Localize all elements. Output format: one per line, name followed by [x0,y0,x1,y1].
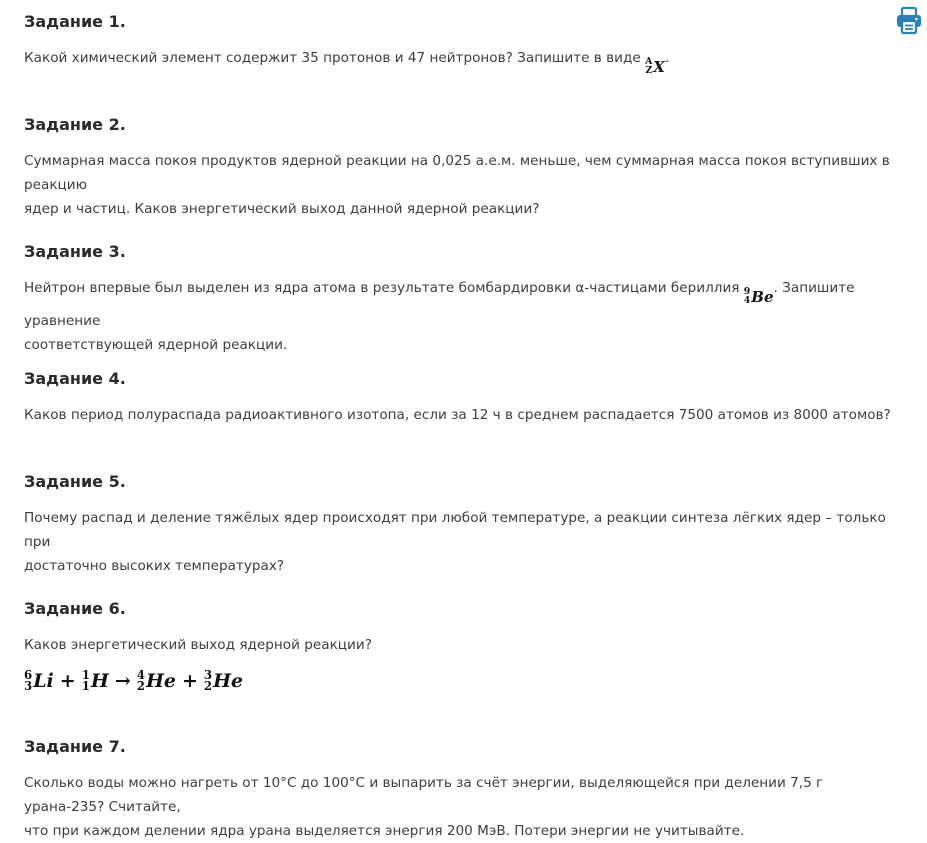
atomic-number: 2 [136,679,145,693]
plus-sign: + [181,670,198,692]
plus-sign: + [59,670,76,692]
task-text: Каков период полураспада радиоактивного изотопа, если за 12 ч в среднем распадается 7500 атомов из 8000 атомов? [24,407,891,423]
task-6 [24,599,904,695]
mass-number: 4 [136,667,145,682]
element-symbol: Li [33,670,54,692]
nuclide-notation [744,285,774,309]
arrow-sign: → [114,670,131,692]
atomic-number: 1 [81,679,90,693]
task-5 [24,472,904,578]
nuclide-notation [645,55,665,79]
atomic-number: Z [645,64,653,76]
task-text-line: что при каждом делении ядра урана выделяется энергия 200 МэВ. Потери энергии не учитывайте. [24,823,745,839]
atomic-number: 4 [743,294,751,306]
element-symbol: Be [751,287,774,306]
task-text-line: Суммарная масса покоя продуктов ядерной реакции на 0,025 а.е.м. меньше, чем суммарная масса покоя вступивших в реакцию [24,153,890,193]
task-text [24,46,904,79]
nuclide-hydrogen [82,667,109,695]
element-symbol: H [90,670,109,692]
mass-number: 3 [203,667,213,682]
task-text-part: Какой химический элемент содержит 35 протонов и 47 нейтронов? Запишите в виде [24,50,646,66]
mass-number: 1 [81,667,90,682]
mass-number: A [645,56,653,67]
element-symbol: He [213,670,244,692]
task-text [24,506,904,578]
nuclide-helium-3 [204,667,243,695]
mass-number: 9 [743,286,751,297]
nuclide-helium-4 [137,667,176,695]
task-title: Задание 3. [24,242,126,261]
task-title: Задание 7. [24,737,126,756]
task-text-part: . Запишите уравнение [24,280,855,329]
task-text: Каков энергетический выход ядерной реакции? [24,637,372,653]
task-text-line: достаточно высоких температурах? [24,558,285,574]
task-text-part: Нейтрон впервые был выделен из ядра атома в результате бомбардировки α-частицами бериллия [24,280,744,296]
task-2 [24,115,904,221]
reaction-equation [24,667,243,695]
task-title: Задание 5. [24,472,126,491]
task-title: Задание 2. [24,115,126,134]
task-text-line: Сколько воды можно нагреть от 10°С до 100°С и выпарить за счёт энергии, выделяющейся при делении 7,5 г урана-235? Считайте, [24,775,824,815]
task-text-line: Почему распад и деление тяжёлых ядер происходят при любой температуре, а реакции синтеза лёгких ядер – только при [24,510,886,550]
task-7 [24,737,904,843]
task-text-line: ядер и частиц. Каков энергетический выход данной ядерной реакции? [24,201,540,217]
atomic-number: 3 [24,679,33,693]
task-text-part: . [664,50,670,66]
task-text [24,149,904,221]
task-text [24,276,904,357]
element-symbol: X [653,57,665,76]
task-3 [24,242,904,357]
task-title: Задание 6. [24,599,126,618]
task-4 [24,369,904,427]
atomic-number: 2 [203,679,213,693]
nuclide-lithium [24,667,54,695]
task-title: Задание 4. [24,369,126,388]
task-text [24,771,904,843]
mass-number: 6 [24,667,33,682]
task-1 [24,12,904,79]
task-title: Задание 1. [24,12,126,31]
task-text-line: соответствующей ядерной реакции. [24,336,288,353]
element-symbol: He [145,670,176,692]
